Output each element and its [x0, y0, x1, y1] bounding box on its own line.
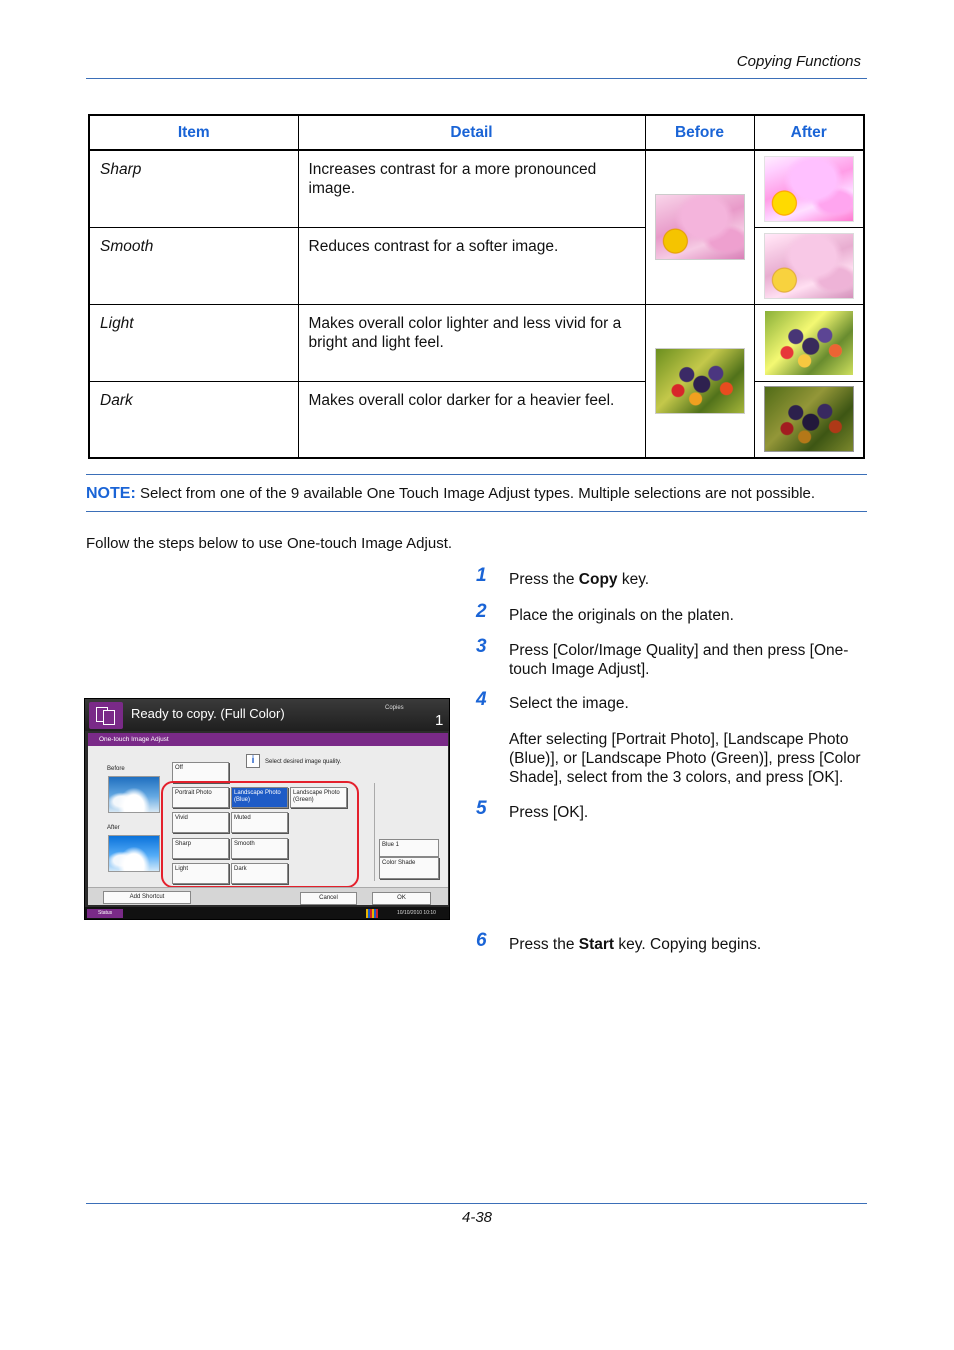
step-number: 3 — [476, 636, 487, 657]
panel-status-bar — [85, 699, 449, 731]
sharp-button[interactable]: Sharp — [172, 838, 229, 859]
step-text: key. — [617, 571, 650, 588]
light-button[interactable]: Light — [172, 863, 229, 884]
page-number: 4-38 — [461, 1209, 493, 1226]
portrait-photo-button[interactable]: Portrait Photo — [172, 787, 229, 808]
panel-footer — [85, 907, 449, 919]
step-text: Press the — [509, 936, 579, 953]
section-title: Copying Functions — [736, 53, 861, 70]
table-row — [89, 150, 864, 227]
detail-sharp: Increases contrast for a more pronounced image. — [298, 150, 645, 227]
col-before: Before — [645, 115, 754, 150]
step-number: 1 — [476, 565, 487, 586]
detail-dark: Makes overall color darker for a heavier feel. — [298, 381, 645, 458]
step-5 — [476, 798, 868, 822]
step-4 — [476, 689, 868, 787]
after-light-cell — [754, 304, 864, 381]
flower-before-image — [655, 194, 745, 260]
before-preview-image — [108, 776, 160, 813]
before-grapes-cell — [645, 304, 754, 458]
step-text: Select the image. — [509, 695, 629, 712]
toner-level-icon — [366, 909, 378, 918]
info-icon: i — [246, 754, 260, 768]
after-smooth-cell — [754, 227, 864, 304]
item-dark: Dark — [89, 381, 298, 458]
flower-sharp-image — [764, 156, 854, 222]
col-item: Item — [89, 115, 298, 150]
footer-rule — [86, 1203, 867, 1204]
item-sharp: Sharp — [89, 150, 298, 227]
step-number: 2 — [476, 601, 487, 622]
cancel-button[interactable]: Cancel — [300, 892, 357, 905]
before-label: Before — [107, 766, 125, 772]
dark-button[interactable]: Dark — [231, 863, 288, 884]
function-title: One-touch Image Adjust — [88, 733, 448, 746]
copy-mode-icon — [89, 702, 123, 729]
color-shade-button[interactable] — [379, 857, 439, 879]
copies-count: 1 — [435, 712, 444, 729]
grapes-dark-image — [764, 386, 854, 452]
landscape-green-button[interactable]: Landscape Photo (Green) — [290, 787, 347, 808]
selection-highlight — [161, 781, 359, 888]
ready-message: Ready to copy. (Full Color) — [131, 706, 285, 721]
step-number: 4 — [476, 689, 487, 710]
note-top-rule — [86, 474, 867, 475]
flower-smooth-image — [764, 233, 854, 299]
add-shortcut-button[interactable]: Add Shortcut — [103, 891, 191, 904]
note-label: NOTE: — [86, 485, 136, 502]
intro-text: Follow the steps below to use One-touch Image Adjust. — [86, 535, 453, 552]
panel-action-bar — [88, 887, 448, 905]
detail-light: Makes overall color lighter and less vivid for a bright and light feel. — [298, 304, 645, 381]
grapes-light-image — [764, 310, 854, 376]
landscape-blue-button[interactable]: Landscape Photo (Blue) — [231, 787, 288, 808]
step-2 — [476, 601, 868, 625]
detail-smooth: Reduces contrast for a softer image. — [298, 227, 645, 304]
table-row — [89, 304, 864, 381]
panel-body — [88, 733, 448, 905]
item-smooth: Smooth — [89, 227, 298, 304]
after-sharp-cell — [754, 150, 864, 227]
key-name: Copy — [578, 571, 618, 588]
vivid-button[interactable]: Vivid — [172, 812, 229, 833]
off-button[interactable]: Off — [172, 762, 229, 783]
operation-panel-screenshot — [84, 698, 450, 920]
key-name: Start — [578, 936, 615, 953]
color-shade-label: Color Shade — [382, 860, 416, 866]
smooth-button[interactable]: Smooth — [231, 838, 288, 859]
col-after: After — [754, 115, 864, 150]
step-number: 5 — [476, 798, 487, 819]
header-rule — [86, 78, 867, 79]
step-text: Place the originals on the platen. — [509, 607, 734, 624]
step-number: 6 — [476, 930, 487, 951]
note-text: Select from one of the 9 available One Touch Image Adjust types. Multiple selections are not possible. — [135, 485, 816, 502]
adjust-types-table — [88, 114, 865, 459]
step-text: key. Copying begins. — [614, 936, 762, 953]
col-detail: Detail — [298, 115, 645, 150]
divider — [374, 783, 375, 881]
muted-button[interactable]: Muted — [231, 812, 288, 833]
step-text: Press [Color/Image Quality] and then press [One-touch Image Adjust]. — [509, 642, 849, 678]
step-1 — [476, 565, 868, 589]
step-6 — [476, 930, 868, 954]
after-dark-cell — [754, 381, 864, 458]
step-3 — [476, 636, 868, 679]
item-light: Light — [89, 304, 298, 381]
status-tab[interactable]: Status — [87, 909, 123, 918]
copies-label: Copies — [385, 705, 404, 711]
step-text: Press [OK]. — [509, 804, 589, 821]
table-header-row — [89, 115, 864, 150]
info-message: Select desired image quality. — [265, 759, 342, 765]
shade-value-field: Blue 1 — [379, 839, 439, 857]
step-text: Press the — [509, 571, 579, 588]
note-bottom-rule — [86, 511, 867, 512]
before-flower-cell — [645, 150, 754, 304]
step-detail: After selecting [Portrait Photo], [Landscape Photo (Blue)], or [Landscape Photo (Green)], press [Color Shade], select from the 3 colors, and press [OK]. — [509, 731, 861, 786]
grapes-before-image — [655, 348, 745, 414]
after-preview-image — [108, 835, 160, 872]
ok-button[interactable]: OK — [372, 892, 431, 905]
after-label: After — [107, 825, 120, 831]
note — [86, 485, 815, 503]
date-time: 10/10/2010 10:10 — [397, 910, 436, 916]
